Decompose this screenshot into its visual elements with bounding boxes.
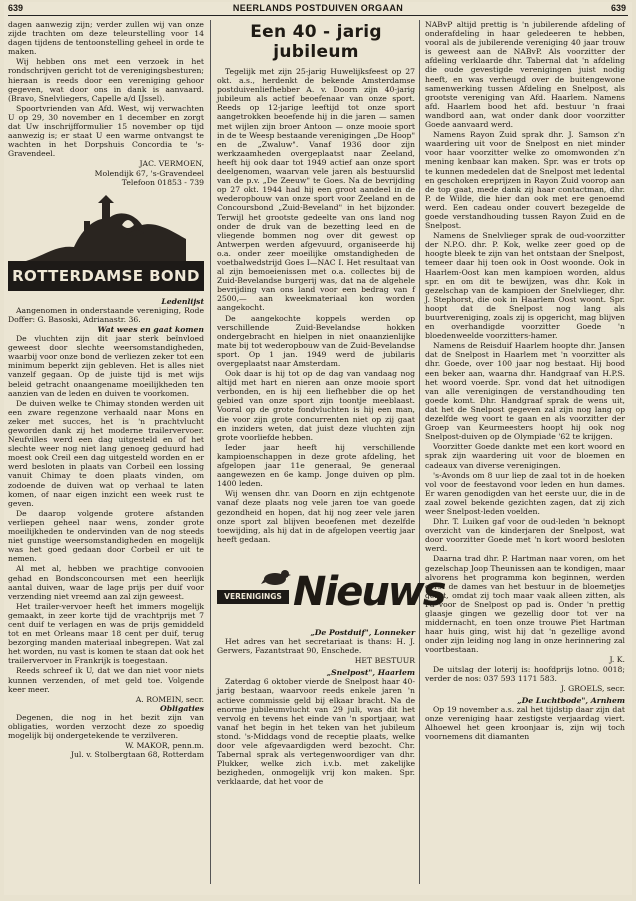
article-paragraph: Namens Rayon Zuid sprak dhr. J. Samson z'n waardering uit voor de Snelpost en niet minder voor haar voorzitter welke zo omomwonden z'n mening kenbaar kan maken. Spr. was er trots op te kunnen mededelen dat de Snelpost met ledental en geschoken ereprijzen in Rayon Zuid voorop aan de top gaat, mede dank zij haar contactman, dhr. P. de Wilde, die hier dan ook met ere genoemd werd. Een cadeau onder couvert bezegelde de goede verstandhouding tussen Rayon Zuid en de Snelpost. — [425, 130, 625, 231]
article-paragraph: Al met al, hebben we prachtige convooien gehad en Bondsconcoursen met een heerlijk aantal duiven, waar de lage prijs per duif voor verzending niet vreemd aan zal zijn geweest. — [8, 564, 204, 601]
article-paragraph: Wij wensen dhr. van Doorn en zijn echtgenote vanaf deze plaats nog vele jaren toe van goede gezondheid en hopen, dat hij nog zeer vele jaren onze sport zal blijven beoefenen met dezelfde toewijding, als hij dat in de afgelopen veertig jaar heeft gedaan. — [217, 489, 415, 544]
column-divider — [210, 20, 211, 884]
article-paragraph: Reeds schreef ik U, dat we dan niet voor niets kunnen verzenden, of met geld toe. Volgende keer meer. — [8, 666, 204, 694]
article-paragraph: Spoortvrienden van Afd. West, wij verwachten U op 29, 30 november en 1 december en zorgt dat Uw inschrijfformulier 15 november op tijd aanwezig is; er staat U een warme ontvangst te wachten in het Dorpshuis Concordia te 's-Gravendeel. — [8, 103, 204, 159]
article-paragraph: Namens de Snelvlieger sprak de oud-voorzitter der N.P.O. dhr. P. Kok, welke zeer goed op de hoogte bleek te zijn van het ontstaan der Snelpost, temeer daar hij toen ook in Oost woonde. Ook in Haarlem-Oost kan men kampioen worden, aldus spr. en om dit te bewijzen, was dhr. Kok in gezelschap van de kampioen der Snelvlieger, dhr. J. Stephorst, die ook in Haarlem Oost woont. Spr. hoopt dat de Snelpost nog lang als buurtvereniging, zoals zij is opgericht, mag blijven en overhandigde voorzitter Goede 'n bloedenweelde voorzitters-hamer. — [425, 231, 625, 341]
article-paragraph: dagen aanwezig zijn; verder zullen wij van onze zijde trachten om deze teleurstelling voor 14 dagen tijdens de tentoonstelling geheel in orde te maken. — [8, 20, 204, 57]
article-paragraph: Daarna trad dhr. P. Hartman naar voren, om het gezelschap Joop Theunissen aan te kondigen, maar alvorens het programma kon beginnen, werden eerst de dames van het bestuur in de bloemetjes gezet, omdat zij toch maar vaak alleen zitten, als Pa voor de Snelpost op pad is. Onder 'n prettig glaasje gingen we gezellig door tot ver na middernacht, en toen onze trouwe Piet Hartman haar huis ging, wist hij dat 'n gezellige avond onder zijn leiding nog lang in onze herinnering zal voortbestaan. — [425, 554, 625, 655]
page-header — [4, 2, 632, 16]
article-paragraph: De uitslag der loterij is: hoofdprijs lotno. 0018; verder de nos: 037 593 1171 583. — [425, 664, 625, 683]
article-paragraph: Aangenomen in onderstaande vereniging, Rode Doffer: G. Basoski, Adrianastr. 36. — [8, 305, 204, 324]
column-divider — [419, 20, 420, 884]
article-paragraph: De vluchten zijn dit jaar sterk beïnvloed geweest door slechte weersomstandigheden, waarbij voor onze bond de verliezen zeker tot een minimum beperkt zijn gebleven. Het is alles niet vanzelf gegaan. Op de juiste tijd is met wijs beleid getracht onaangename moeilijkheden ten aanzien van de leden en duiven te voorkomen. — [8, 334, 204, 398]
pigeon-icon — [261, 564, 291, 590]
article-paragraph: De duiven welke te Chimay stonden werden uit een zware regenzone verhaald naar Mons en zeker met succes, het is 'n prachtvlucht geworden dank zij het moderne trailervervoer. Neufvilles werd een dag uitgesteld en of het slechte weer nog niet lang genoeg geduurd had moest ook Creil een dag uitgesteld worden en er werd besloten in plaats van Corbeil een lossing vanuit Chimay te doen plaats vinden, om zodoende de duiven wat op verhaal te laten komen, of naar eigen inzicht een week rust te geven. — [8, 398, 204, 508]
article-paragraph: 's-Avonds om 8 uur liep de zaal tot in de hoeken vol voor de feestavond voor leden en hun dames. Er waren genodigden van het eerste uur, die in de zaal zowel bekende gezichten zagen, dat zij zich weer Snelpost-leden voelden. — [425, 470, 625, 516]
article-paragraph: Wij hebben ons met een verzoek in het rondschrijven gericht tot de verenigingsbesturen; hieraan is reeds door een vereniging gehoor gegeven, wat door ons in dank is aanvaard. (Bravo, Snelvliegers, Capelle a/d IJssel). — [8, 57, 204, 103]
signature-line: J. K. — [609, 655, 625, 665]
logo-word-text: Nieuws — [293, 568, 445, 615]
section-heading: Ledenlijst — [161, 296, 204, 306]
signature-line: Telefoon 01853 - 739 — [121, 177, 204, 187]
section-heading: „De Luchtbode", Arnhem — [517, 695, 625, 705]
signature-line: HET BESTUUR — [354, 656, 415, 666]
article-headline: Een 40 - jarig jubileum — [250, 22, 382, 62]
signature-line: Molendijk 67, 's-Gravendeel — [94, 168, 204, 178]
logo-bar-text: VERENIGINGS — [217, 590, 289, 604]
article-paragraph: Namens de Reisduif Haarlem hoopte dhr. Jansen dat de Snelpost in Haarlem met 'n voorzitter als dhr. Goede, over 100 jaar nog bestaat. Hij bood een beker aan, waarna dhr. Handgraaf van H.P.S. het woord voerde. Spr. vond dat het uitnodigen van alle verenigingen de verstandhouding ten goede komt. Dhr. Handgraaf sprak de wens uit, dat het de Snelpost gegeven zal zijn nog lang op dezelfde weg voort te gaan en als voorzitter der Groep van Keurmeesters hoopt hij ook nog Snelpost-duiven op de Olympiade '62 te krijgen. — [425, 341, 625, 442]
signature-line: W. MAKOR, penn.m. — [125, 741, 204, 751]
article-paragraph: Degenen, die nog in het bezit zijn van obligaties, worden verzocht deze zo spoedig mogelijk bij ondergetekende te verzilveren. — [8, 712, 204, 741]
article-paragraph: Ook daar is hij tot op de dag van vandaag nog altijd met hart en nieren aan onze mooie sport verbonden, en is hij een liefhebber die op het gebied van onze sport zijn toontje meeblaast. Vooral op de grote fondvluchten is hij een man, die voor zijn grote concurrenten niet op zij gaat en inziders weten, dat juist deze vluchten zijn grote voorliefde hebben. — [217, 369, 415, 442]
article-paragraph: Tegelijk met zijn 25-jarig Huwelijksfeest op 27 okt. a.s., herdenkt de bekende Amsterdamse postduivenliefhebber A. v. Doorn zijn 40-jarig jubileum als actief beoefenaar van onze sport. Reeds op 12-jarige leeftijd tot onze sport aangetrokken beoefende hij in die jaren — samen met wijlen zijn broer Antoon — onze mooie sport in de te Weesp bestaande verenigingen „De Hoop" en de „Zwaluw". Vanaf 1936 door zijn werkzaamheden overgeplaatst naar Zeeland, heeft hij ook daar tot 1949 actief aan onze sport deelgenomen, waarvan vele jaren als bestuurslid van de p.v. „De Zeeuw" te Goes. Na de bevrijding op 27 okt. 1944 had hij een groot aandeel in de wederopbouw van onze sport voor Zeeland en de Concoursbond „Zuid-Beveland" in het bijzonder. Terwijl het grootste gedeelte van ons land nog onder de druk van de bezetting leed en de vliegende bommen nog over dit gewest op Antwerpen werden afgevuurd, organiseerde hij o.a. onder zeer moeilijke omstandigheden de voetbalwedstrijd Goes I—NAC I. Het resultaat van al zijn bemoeienissen met o.a. collectes bij de Zuid-Bevelandse burgerij was, dat na de algehele bevrijding van ons land voor een bedrag van f 2500,— aan kweekmateriaal kon worden aangekocht. — [217, 67, 415, 313]
page-number-left: 639 — [8, 3, 24, 13]
publication-title: NEERLANDS POSTDUIVEN ORGAAN — [232, 3, 404, 13]
article-paragraph: Het trailer-vervoer heeft het immers mogelijk gemaakt, in zeer korte tijd de vrachtprijs met 7 cent duif te verlagen en was de prijs gemiddeld tot en met Orleans maar 18 cent per duif, terug bezorging manden materiaal inbegrepen. Wat zal het worden, nu vast is komen te staan dat ook het trailervervoer in Frankrijk is toegestaan. — [8, 601, 204, 666]
column-3 — [425, 20, 625, 886]
signature-line: JAC. VERMOEN, — [139, 159, 204, 169]
article-paragraph: NABvP altijd prettig is 'n jubilerende afdeling of onderafdeling in haar geledeeren te hebben, vooral als de jubilerende vereniging 40 jaar trouw is geweest aan de NABvP. Als voorzitter der afdeling verklaarde dhr. Tabernal dat 'n afdeling die oude gevestigde verenigingen juist nodig heeft, en was verheugd over de buitengewone samenwerking tussen Afdeling en Snelpost, als grootste vereniging van Afd. Haarlem. Namens afd. Haarlem bood het afd. bestuur 'n fraai wandbord aan, wat onder dank door voorzitter Goede aanvaard werd. — [425, 20, 625, 130]
section-heading: Wat wees en gaat komen — [97, 324, 204, 334]
section-heading: „Snelpost", Haarlem — [326, 668, 415, 678]
article-paragraph: De aangekochte koppels werden op verschillende Zuid-Bevelandse hokken ondergebracht en hielpen in niet onaanzienlijke mate bij tot wederopbouw van de Zuid-Bevelandse sport. Op 1 jan. 1949 werd de jubilaris overgeplaatst naar Amsterdam. — [217, 313, 415, 368]
logo-band-text: ROTTERDAMSE BOND — [8, 261, 204, 291]
section-heading: „De Postduif", Lonneker — [310, 627, 415, 637]
verenigings-nieuws-logo — [217, 564, 445, 622]
article-paragraph: Voorzitter Goede dankte met een kort woord en sprak zijn waardering uit voor de bloemen en cadeaux van diverse verenigingen. — [425, 442, 625, 470]
signature-line: Jul. v. Stolbergtaan 68, Rotterdam — [70, 750, 204, 760]
article-paragraph: Zaterdag 6 oktober vierde de Snelpost haar 40-jarig bestaan, waarvoor reeds enkele jaren 'n actieve commissie geld bij elkaar bracht. Na de enorme jubileumvlucht van 29 juli, was dit het vervolg en tevens het einde van 'n sportjaar, wat vanaf het begin in het teken van het jubileum stond. 's-Middags vond de receptie plaats, welke door vele afgevaardigden werd bezocht. Chr. Tabernal sprak als vertegenwoordiger van dhr. Plukker, welke zich i.v.b. met zakelijke bezigheden, onmogelijk vrij kon maken. Spr. verklaarde, dat het voor de — [217, 677, 415, 787]
newspaper-page — [4, 2, 632, 895]
header-rule — [8, 15, 628, 16]
column-1 — [8, 20, 204, 886]
article-paragraph: Dhr. T. Luiken gaf voor de oud-leden 'n beknopt overzicht van de kinderjaren der Snelpost, wat door voorzitter Goede met 'n kort woord besloten werd. — [425, 517, 625, 554]
column-2 — [217, 20, 445, 886]
section-heading: Obligaties — [160, 703, 204, 713]
article-paragraph: De daarop volgende grotere afstanden verliepen geheel naar wens, zonder grote moeilijkheden te ondervinden van de nog steeds niet gunstige weersomstandigheden en mogelijk was het goed gedaan door Corbeil er uit te nemen. — [8, 508, 204, 564]
rotterdamse-bond-logo — [8, 195, 204, 291]
page-number-right: 639 — [610, 3, 626, 13]
article-paragraph: Op 19 november a.s. zal het tijdstip daar zijn dat onze vereniging haar zestigste verjaardag viert. Alhoewel het geen kroonjaar is, zijn wij toch voornemens dit diamanten — [425, 704, 625, 742]
article-paragraph: Ieder jaar heeft hij verschillende kampioenschappen in deze grote afdeling, het afgelopen jaar 11e generaal, 9e generaal aangewezen en 6e kamp. Jonge duiven op plm. 1400 leden. — [217, 442, 415, 489]
signature-line: A. ROMEIN, secr. — [135, 694, 204, 704]
signature-line: J. GROELS, secr. — [560, 683, 625, 693]
article-paragraph: Het adres van het secretariaat is thans: H. J. Gerwers, Fazantstraat 90, Enschede. — [217, 636, 415, 656]
city-skyline-icon — [26, 195, 186, 265]
